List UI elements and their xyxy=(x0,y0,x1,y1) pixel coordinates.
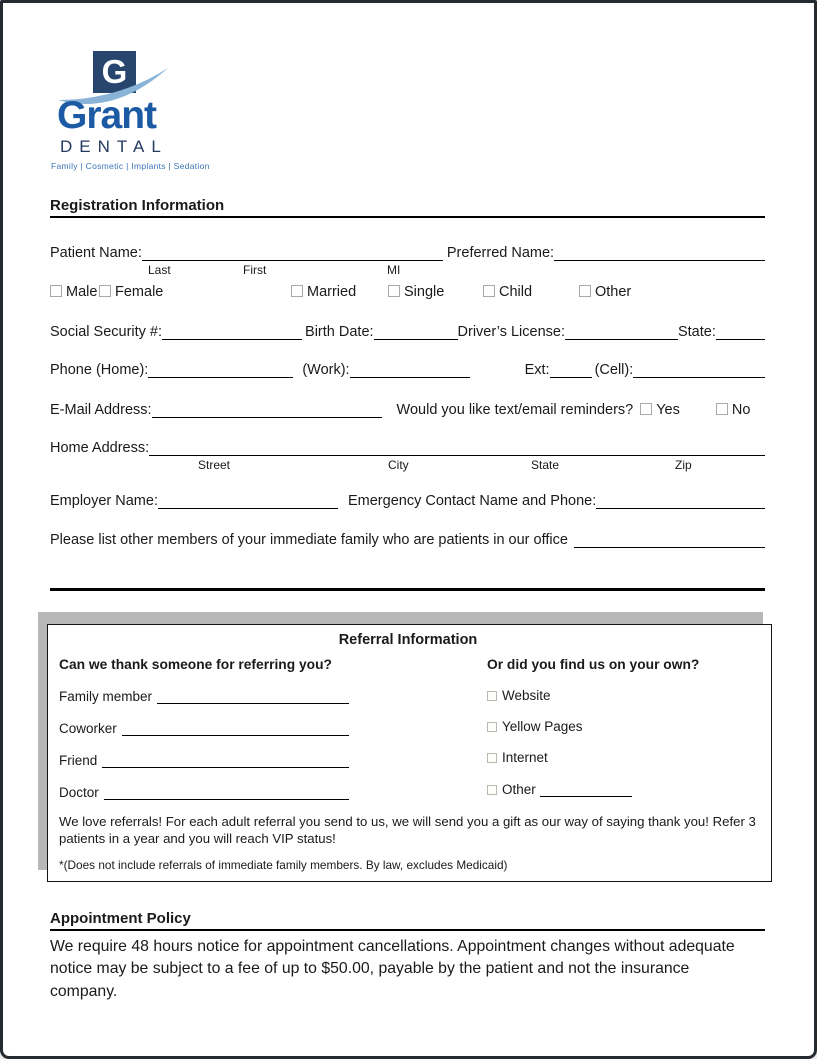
checkbox-icon xyxy=(483,285,495,297)
phone-work-label: (Work): xyxy=(302,362,350,378)
referral-left-column xyxy=(59,648,487,800)
drivers-license-field[interactable] xyxy=(565,324,678,340)
family-members-row xyxy=(50,532,765,548)
checkbox-icon xyxy=(487,753,497,763)
checkbox-label: No xyxy=(731,402,751,418)
checkbox-reminders-yes[interactable] xyxy=(640,402,680,418)
state-label: State: xyxy=(677,324,716,340)
referral-item-label: Friend xyxy=(59,753,98,768)
email-label: E-Mail Address: xyxy=(50,402,152,418)
checkbox-label: Yes xyxy=(656,402,680,418)
checkbox-reminders-no[interactable] xyxy=(716,402,751,418)
checkbox-child[interactable] xyxy=(483,284,532,300)
checkbox-label: Child xyxy=(499,284,533,300)
checkbox-website[interactable] xyxy=(487,688,757,703)
checkbox-icon xyxy=(579,285,591,297)
ext-label: Ext: xyxy=(524,362,550,378)
sublabel-first: First xyxy=(243,263,267,277)
referral-item-friend xyxy=(59,752,349,768)
checkbox-label: Female xyxy=(115,284,164,300)
patient-name-field[interactable] xyxy=(142,245,443,261)
checkbox-label: Website xyxy=(502,688,551,703)
referral-left-heading: Can we thank someone for referring you? xyxy=(59,657,332,672)
employer-label: Employer Name: xyxy=(50,493,158,509)
sublabel-last: Last xyxy=(148,263,171,277)
checkbox-label: Married xyxy=(307,284,357,300)
checkbox-label: Other xyxy=(595,284,632,300)
referral-item-family-member xyxy=(59,688,349,704)
drivers-license-label: Driver’s License: xyxy=(457,324,565,340)
emergency-contact-field[interactable] xyxy=(596,493,765,509)
checkbox-single[interactable] xyxy=(388,284,444,300)
phone-home-label: Phone (Home): xyxy=(50,362,149,378)
state-field[interactable] xyxy=(716,324,765,340)
patient-name-label: Patient Name: xyxy=(50,245,142,261)
referral-title: Referral Information xyxy=(338,632,478,648)
home-address-field[interactable] xyxy=(149,440,765,456)
checkbox-icon xyxy=(388,285,400,297)
checkbox-icon xyxy=(50,285,62,297)
family-members-label: Please list other members of your immediate family who are patients in our office xyxy=(50,532,568,548)
referral-note: *(Does not include referrals of immediate family members. By law, excludes Medicaid) xyxy=(59,857,508,872)
family-members-field[interactable] xyxy=(574,532,765,548)
email-row xyxy=(50,402,765,418)
appointment-policy-body: We require 48 hours notice for appointment cancellations. Appointment changes without adequate notice may be subject to a fee of up to $50.00, payable by the patient and not the insurance company. xyxy=(50,937,735,1000)
ssn-field[interactable] xyxy=(162,324,302,340)
emergency-contact-label: Emergency Contact Name and Phone: xyxy=(347,493,597,509)
checkbox-icon xyxy=(99,285,111,297)
referral-item-label: Doctor xyxy=(59,785,99,800)
address-sublabels xyxy=(50,458,765,473)
phone-work-field[interactable] xyxy=(350,362,470,378)
cell-label: (Cell): xyxy=(594,362,634,378)
logo-name: Grant xyxy=(57,94,157,137)
ssn-row xyxy=(50,324,765,340)
referral-doctor-field[interactable] xyxy=(104,784,349,800)
checkbox-yellow-pages[interactable] xyxy=(487,719,757,734)
checkbox-label: Yellow Pages xyxy=(502,719,583,734)
logo-tagline: Family | Cosmetic | Implants | Sedation xyxy=(51,161,210,171)
referral-item-coworker xyxy=(59,720,349,736)
sublabel-street: Street xyxy=(198,458,231,472)
checkbox-icon xyxy=(487,691,497,701)
referral-item-doctor xyxy=(59,784,349,800)
referral-right-column xyxy=(487,648,757,800)
home-address-label: Home Address: xyxy=(50,440,150,456)
referral-friend-field[interactable] xyxy=(102,752,349,768)
appointment-policy-heading: Appointment Policy xyxy=(50,910,765,931)
birth-date-label: Birth Date: xyxy=(305,324,374,340)
sublabel-mi: MI xyxy=(387,263,401,277)
checkbox-icon xyxy=(291,285,303,297)
referral-other-field[interactable] xyxy=(540,781,632,797)
birth-date-field[interactable] xyxy=(374,324,458,340)
checkbox-internet[interactable] xyxy=(487,750,757,765)
preferred-name-field[interactable] xyxy=(554,245,765,261)
sublabel-zip: Zip xyxy=(675,458,692,472)
logo-letter: G xyxy=(101,53,128,90)
checkbox-married[interactable] xyxy=(291,284,356,300)
reminders-question: Would you like text/email reminders? xyxy=(396,402,634,418)
checkbox-female[interactable] xyxy=(99,284,163,300)
employer-field[interactable] xyxy=(158,493,338,509)
registration-heading: Registration Information xyxy=(50,197,765,218)
status-checkbox-row xyxy=(50,284,765,301)
family-members-extra-line[interactable] xyxy=(50,588,765,591)
patient-name-row xyxy=(50,245,765,261)
referral-message: We love referrals! For each adult referral you send to us, we will send you a gift as our way of saying thank you! Refer 3 patients in a year and you will reach VIP status! xyxy=(59,814,756,847)
preferred-name-label: Preferred Name: xyxy=(446,245,555,261)
sublabel-state: State xyxy=(531,458,560,472)
employer-row xyxy=(50,493,765,509)
checkbox-label: Male xyxy=(66,284,98,300)
referral-family-member-field[interactable] xyxy=(157,688,349,704)
checkbox-label: Other xyxy=(502,782,536,797)
checkbox-male[interactable] xyxy=(50,284,97,300)
checkbox-icon xyxy=(640,403,652,415)
referral-box xyxy=(47,624,772,882)
sublabel-city: City xyxy=(388,458,409,472)
checkbox-label: Single xyxy=(404,284,445,300)
referral-item-label: Family member xyxy=(59,689,153,704)
checkbox-referral-other[interactable] xyxy=(487,781,757,797)
logo xyxy=(50,44,765,171)
checkbox-icon xyxy=(487,785,497,795)
checkbox-icon xyxy=(716,403,728,415)
checkbox-other[interactable] xyxy=(579,284,631,300)
logo-subname: DENTAL xyxy=(60,137,168,156)
checkbox-label: Internet xyxy=(502,750,548,765)
ssn-label: Social Security #: xyxy=(50,324,163,340)
phone-home-field[interactable] xyxy=(148,362,293,378)
checkbox-icon xyxy=(487,722,497,732)
referral-item-label: Coworker xyxy=(59,721,117,736)
cell-field[interactable] xyxy=(633,362,765,378)
email-field[interactable] xyxy=(152,402,382,418)
referral-right-heading: Or did you find us on your own? xyxy=(487,657,700,672)
name-sublabels xyxy=(50,263,765,278)
referral-coworker-field[interactable] xyxy=(122,720,349,736)
ext-field[interactable] xyxy=(550,362,592,378)
home-address-row xyxy=(50,440,765,456)
phone-row xyxy=(50,362,765,378)
